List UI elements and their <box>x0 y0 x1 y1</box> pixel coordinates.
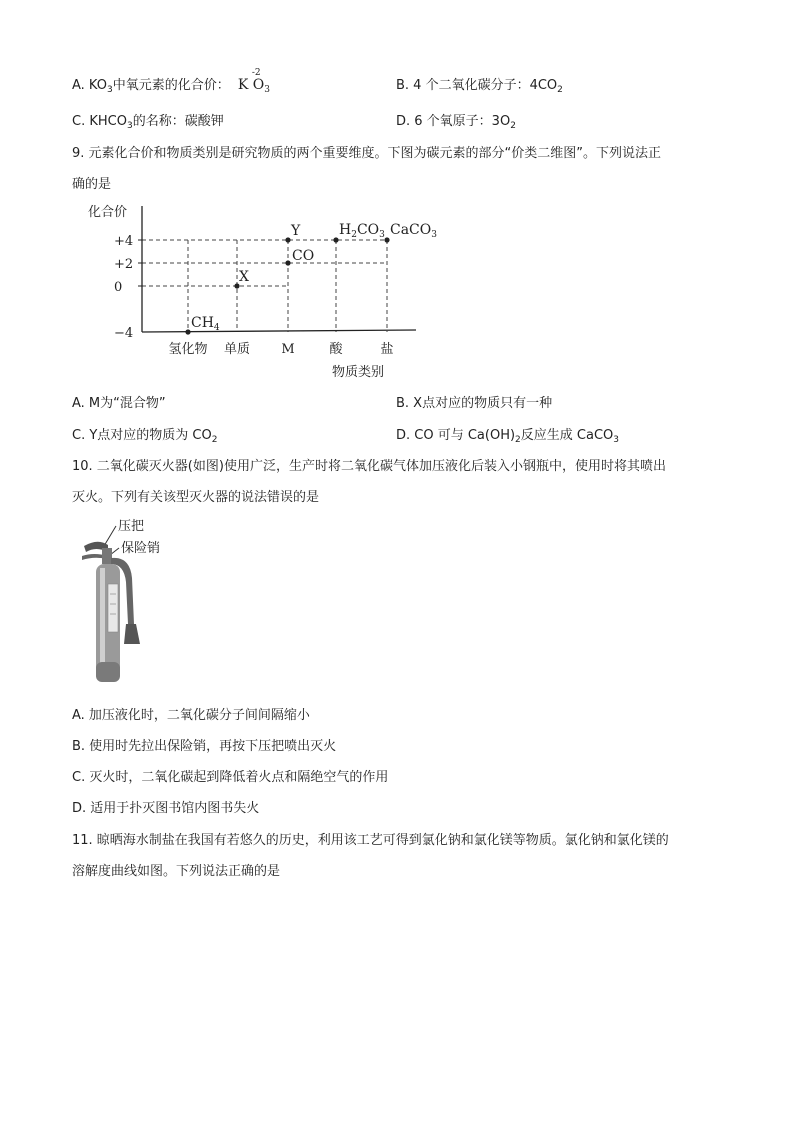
x-tick-labels <box>168 341 393 357</box>
data-point <box>185 329 190 334</box>
label-pin: 保险销 <box>121 541 161 556</box>
valence-notation: -2 K $O_3$ <box>237 68 271 95</box>
q8-option-b: B. 4 个二氧化碳分子：$4CO_2$ <box>396 78 563 95</box>
y-tick-label: −4 <box>114 326 134 341</box>
x-axis <box>142 330 416 332</box>
data-point-label: $H_2CO_3$ <box>339 222 385 240</box>
data-points <box>185 222 437 335</box>
label-handle: 压把 <box>118 519 145 534</box>
x-tick-label: M <box>281 342 295 357</box>
q11-stem-line1: 11. 晾晒海水制盐在我国有若悠久的历史，利用该工艺可得到氯化钠和氯化镁等物质。氯化钠和氯化镁的 <box>72 833 669 848</box>
y-axis-label: 化合价 <box>88 205 128 220</box>
q9-stem-line2: 确的是 <box>72 177 112 192</box>
q10-option-a: A. 加压液化时，二氧化碳分子间间隔缩小 <box>72 708 310 723</box>
y-tick-label: 0 <box>114 280 123 295</box>
q10-option-d: D. 适用于扑灭图书馆内图书失火 <box>72 801 260 816</box>
q9-option-c: C. Y点对应的物质为 $CO_2$ <box>72 428 218 445</box>
data-point <box>285 237 290 242</box>
y-tick-labels <box>114 234 142 341</box>
data-point <box>333 237 338 242</box>
q9-option-d: D. CO 可与 $Ca(OH)_2$反应生成 CaCO$_3$ <box>396 428 620 445</box>
q8-option-c: C. $KHCO_3$的名称：碳酸钾 <box>72 114 224 131</box>
q10-stem-line1: 10. 二氧化碳灭火器(如图)使用广泛，生产时将二氧化碳气体加压液化后装入小钢瓶中，使用时将其喷出 <box>72 459 666 474</box>
data-point-label: X <box>239 269 249 285</box>
x-tick-label: 酸 <box>329 342 343 357</box>
data-point <box>285 260 290 265</box>
x-tick-label: 单质 <box>223 342 251 357</box>
q9-option-a: A. M为“混合物” <box>72 396 166 411</box>
valence-class-chart <box>80 198 437 388</box>
chart-grid <box>142 240 387 332</box>
q10-option-c: C. 灭火时，二氧化碳起到降低着火点和隔绝空气的作用 <box>72 770 389 785</box>
q10-option-b: B. 使用时先拉出保险销，再按下压把喷出灭火 <box>72 739 337 754</box>
q9-option-b: B. X点对应的物质只有一种 <box>396 396 553 411</box>
fire-extinguisher-figure <box>78 512 208 690</box>
y-tick-label: +4 <box>114 234 134 249</box>
x-tick-label: 氢化物 <box>168 342 208 357</box>
q10-stem-line2: 灭火。下列有关该型灭火器的说法错误的是 <box>72 490 320 505</box>
x-axis-label: 物质类别 <box>332 365 385 380</box>
q11-stem-line2: 溶解度曲线如图。下列说法正确的是 <box>72 864 281 879</box>
y-tick-label: +2 <box>114 257 134 272</box>
q8-option-d: D. 6 个氧原子：$3O_2$ <box>396 114 516 131</box>
x-tick-label: 盐 <box>380 342 394 357</box>
data-point-label: CO <box>292 248 315 264</box>
q9-stem-line1: 9. 元素化合价和物质类别是研究物质的两个重要维度。下图为碳元素的部分“价类二维图”。下列说法正 <box>72 146 662 161</box>
data-point <box>384 237 389 242</box>
data-point-label: $CH_4$ <box>191 315 220 333</box>
q8-option-a: A. $KO_3$中氧元素的化合价： -2 K $O_3$ <box>72 68 271 95</box>
data-point-label: Y <box>291 223 301 239</box>
data-point-label: CaCO$_3$ <box>390 222 437 240</box>
